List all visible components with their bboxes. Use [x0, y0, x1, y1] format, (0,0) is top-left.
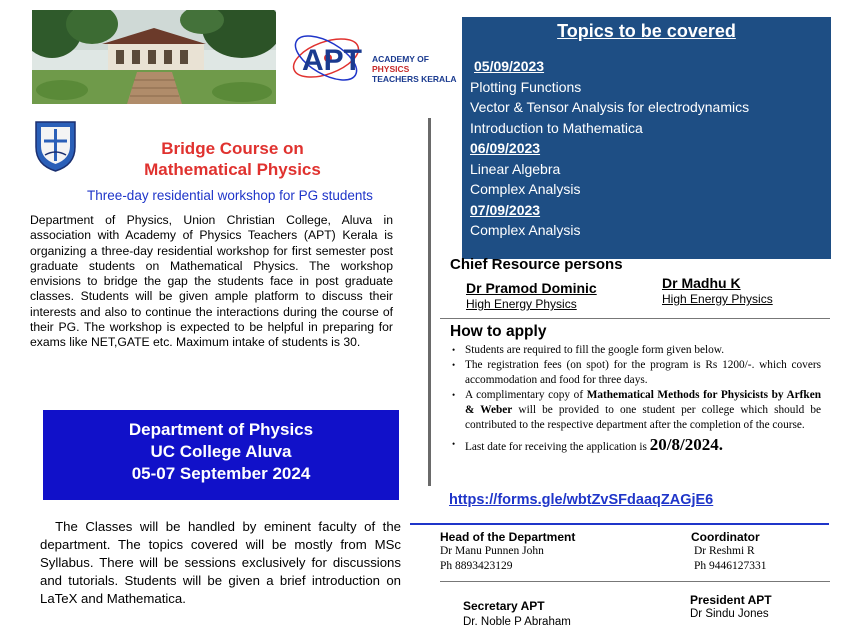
topic-item: Complex Analysis — [470, 181, 581, 197]
topic-item: Introduction to Mathematica — [470, 119, 643, 136]
topic-date: 05/09/2023 — [474, 58, 545, 74]
topic-item: Vector & Tensor Analysis for electrodynamics — [470, 99, 750, 115]
resource-person — [662, 275, 773, 306]
venue-line-2: UC College Aluva — [150, 442, 292, 461]
apt-logo-line-2: PHYSICS — [372, 64, 410, 74]
apt-logo-line-3: TEACHERS KERALA — [372, 74, 457, 84]
topic-item: Linear Algebra — [470, 160, 561, 177]
apt-logo — [288, 18, 458, 94]
secretary-signature — [463, 599, 571, 628]
secretary-name: Dr. Noble P Abraham — [463, 616, 571, 628]
list-item: • A complimentary copy of Mathematical Methods for Physicists by Arfken & Weber will be provided to one student per college which should be contributed to the respective department after the completion of the course. — [465, 388, 821, 433]
apt-logo-mark: APT — [302, 44, 362, 77]
signature-divider — [410, 523, 829, 525]
course-title-line-1: Bridge Course on — [161, 139, 304, 158]
resource-persons-heading: Chief Resource persons — [450, 256, 623, 273]
venue-dates: 05-07 September 2024 — [131, 464, 311, 483]
resource-person-role: High Energy Physics — [466, 297, 577, 311]
classes-note: The Classes will be handled by eminent faculty of the department. The topics covered will be mostly from MSc Syllabus. There will be sessions exclusively for discussions and tutorials. Students will be given a brief introduction on LaTeX and Mathematica. — [40, 519, 401, 606]
hod-signature — [440, 530, 575, 574]
president-name: Dr Sindu Jones — [690, 608, 769, 620]
coordinator-title: Coordinator — [691, 530, 760, 544]
hod-name: Dr Manu Punnen John — [440, 545, 544, 557]
how-to-apply-list — [465, 343, 821, 455]
college-building-photo — [32, 10, 276, 104]
hod-phone: Ph 8893423129 — [440, 560, 513, 572]
google-form-link[interactable]: https://forms.gle/wbtZvSFdaaqZAGjE6 — [449, 492, 714, 508]
list-item: • Students are required to fill the google form given below. — [465, 343, 821, 358]
resource-person-role: High Energy Physics — [662, 292, 773, 306]
coordinator-name: Dr Reshmi R — [694, 545, 755, 557]
venue-box — [43, 410, 399, 500]
course-description: Department of Physics, Union Christian College, Aluva in association with Academy of Physics Teachers (APT) Kerala is organizing a three-day residential workshop for first semester post graduate students on Mathematical Physics. The workshop envisions to bridge the gap the students face in post graduate classes. Students will be given ample platform to discuss their interests and also to continue the interactions during the course of their PG. The workshop is expected to be helpful in preparing for exams like NET,GATE etc. Maximum intake of students is 30. — [30, 213, 393, 350]
college-crest-icon — [33, 119, 78, 173]
topics-heading: Topics to be covered — [557, 21, 736, 41]
apt-logo-line-1: ACADEMY OF — [372, 54, 429, 64]
topic-date: 06/09/2023 — [470, 140, 541, 156]
how-to-apply-heading: How to apply — [450, 323, 547, 340]
hod-title: Head of the Department — [440, 530, 576, 544]
topics-box — [462, 17, 831, 259]
president-signature — [690, 593, 772, 620]
president-title: President APT — [690, 593, 772, 607]
section-divider — [440, 581, 830, 582]
list-item: • The registration fees (on spot) for the program is Rs 1200/-. which covers accommodation and food for three days. — [465, 358, 821, 388]
resource-person-name: Dr Madhu K — [662, 275, 741, 291]
list-item: • Last date for receiving the application is 20/8/2024. — [465, 437, 821, 455]
topic-item: Complex Analysis — [470, 222, 581, 238]
course-subtitle: Three-day residential workshop for PG students — [87, 188, 373, 203]
coordinator-phone: Ph 9446127331 — [694, 560, 767, 572]
vertical-divider — [428, 118, 431, 486]
resource-person — [466, 280, 597, 311]
topic-item: Plotting Functions — [470, 78, 582, 95]
topic-date: 07/09/2023 — [470, 201, 541, 218]
course-title-line-2: Mathematical Physics — [144, 160, 321, 179]
venue-line-1: Department of Physics — [128, 420, 314, 439]
section-divider — [440, 318, 830, 319]
secretary-title: Secretary APT — [463, 599, 545, 613]
course-title — [110, 138, 355, 180]
last-date: 20/8/2024. — [649, 435, 723, 454]
coordinator-signature — [691, 530, 767, 574]
resource-person-name: Dr Pramod Dominic — [466, 280, 597, 296]
